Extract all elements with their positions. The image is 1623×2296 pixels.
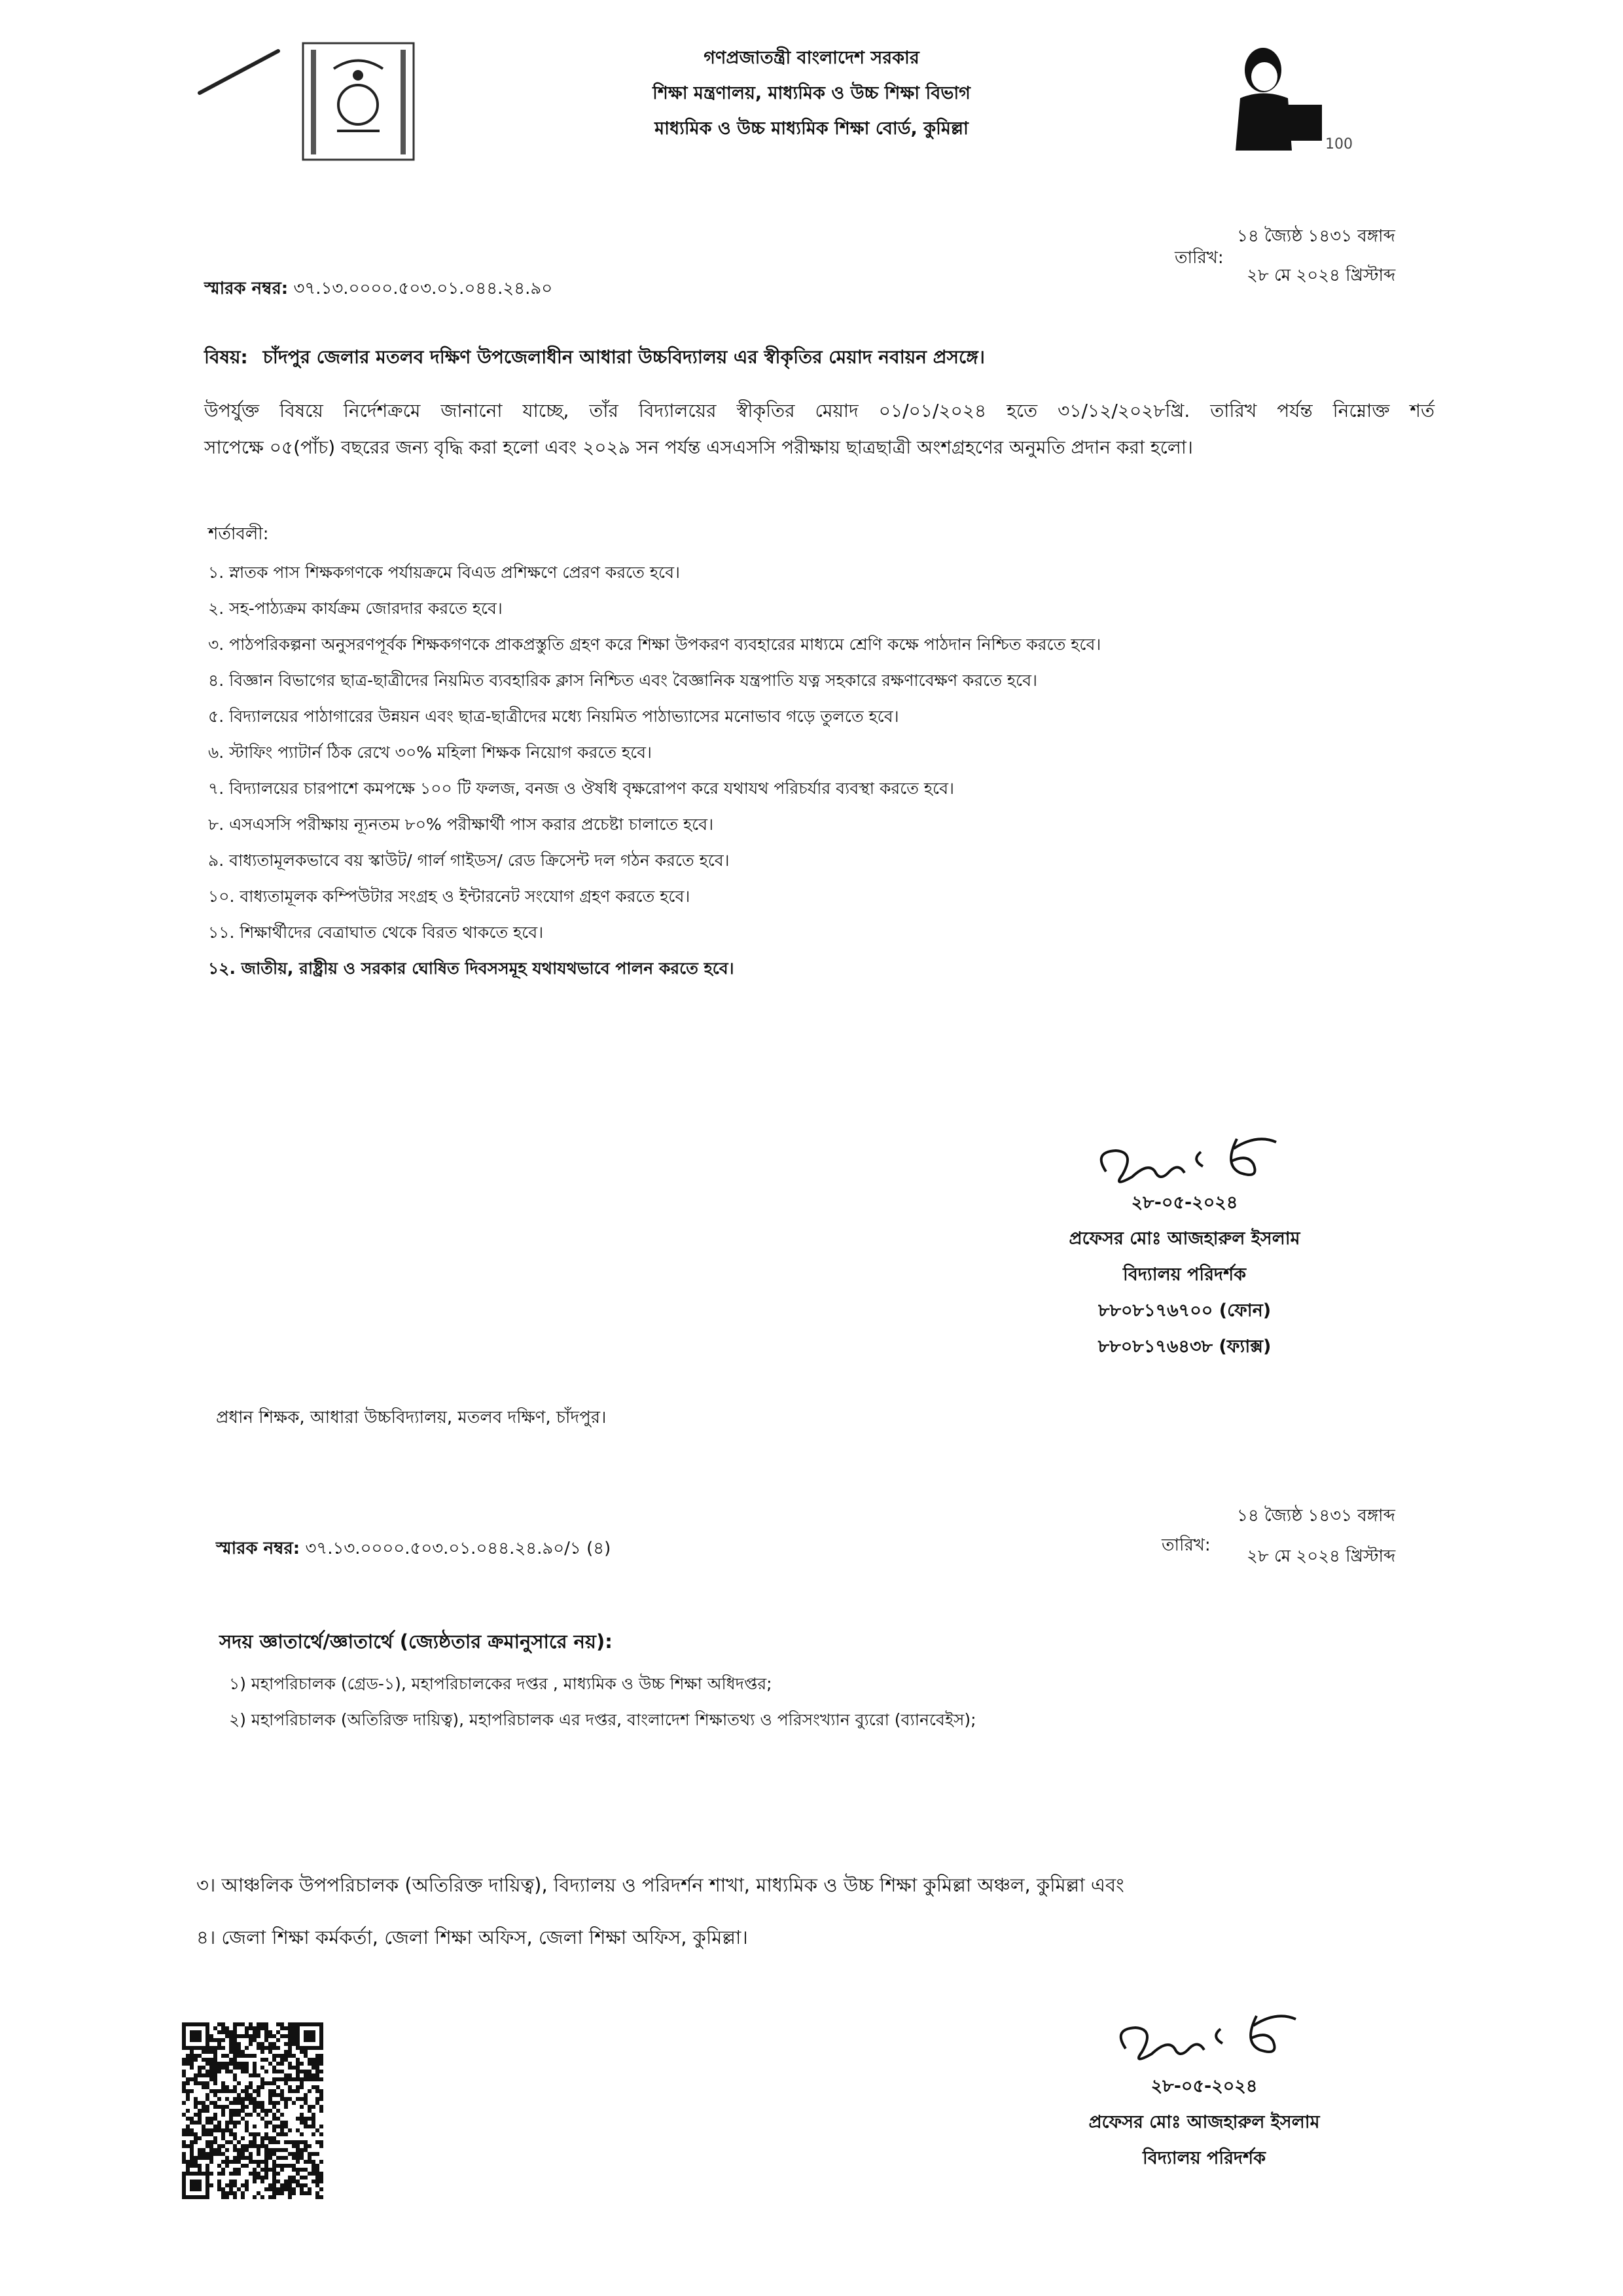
svg-text:100: 100 [1325, 136, 1353, 152]
sig1-date: ২৮-০৫-২০২৪ [1131, 1193, 1238, 1213]
qr-code-icon [182, 2022, 323, 2199]
sig2-designation: বিদ্যালয় পরিদর্শক [1143, 2148, 1266, 2168]
signature-icon [1106, 2003, 1322, 2075]
signature-block-2 [1041, 2068, 1368, 2176]
copy-item: ২) মহাপরিচালক (অতিরিক্ত দায়িত্ব), মহাপরিচালক এর দপ্তর, বাংলাদেশ শিক্ষাতথ্য ও পরিসংখ্যান ব্যুরো (ব্যানবেইস); [229, 1710, 976, 1729]
sig1-phone: ৮৮০৮১৭৬৭০০ (ফোন) [1097, 1300, 1272, 1321]
memo2-number: ৩৭.১৩.০০০০.৫০৩.০১.০৪৪.২৪.৯০/১ (৪) [305, 1539, 611, 1558]
body-paragraph [204, 393, 1435, 466]
signature-block-1 [1021, 1185, 1348, 1365]
memo2-ref [216, 1538, 611, 1560]
memo2-date-bangla: ১৪ জ্যৈষ্ঠ ১৪৩১ বঙ্গাব্দ [1237, 1506, 1395, 1526]
board-emblem-icon [298, 39, 419, 164]
memo1-date-bangla: ১৪ জ্যৈষ্ঠ ১৪৩১ বঙ্গাব্দ [1237, 226, 1395, 246]
condition-item: ১. স্নাতক পাস শিক্ষকগণকে পর্যায়ক্রমে বিএড প্রশিক্ষণে প্রেরণ করতে হবে। [208, 563, 680, 582]
memo2-date-label: তারিখ: [1162, 1535, 1211, 1555]
memo1-ref [204, 278, 552, 300]
memo1-date-english: ২৮ মে ২০২৪ খ্রিস্টাব্দ [1247, 266, 1396, 285]
header-board: মাধ্যমিক ও উচ্চ মাধ্যমিক শিক্ষা বোর্ড, কুমিল্লা [654, 118, 969, 139]
condition-item: ৮. এসএসসি পরীক্ষায় ন্যূনতম ৮০% পরীক্ষার্থী পাস করার প্রচেষ্টা চালাতে হবে। [208, 815, 714, 834]
header-govt: গণপ্রজাতন্ত্রী বাংলাদেশ সরকার [704, 48, 919, 68]
sig1-designation: বিদ্যালয় পরিদর্শক [1123, 1265, 1246, 1285]
condition-item: ৯. বাধ্যতামূলকভাবে বয় স্কাউট/ গার্ল গাইডস/ রেড ক্রিসেন্ট দল গঠন করতে হবে। [208, 851, 730, 870]
memo1-number: ৩৭.১৩.০০০০.৫০৩.০১.০৪৪.২৪.৯০ [293, 279, 553, 298]
copies-title: সদয় জ্ঞাতার্থে/জ্ঞাতার্থে (জ্যেষ্ঠতার ক্রমানুসারে নয়): [219, 1630, 613, 1653]
header-ministry: শিক্ষা মন্ত্রণালয়, মাধ্যমিক ও উচ্চ শিক্ষা বিভাগ [652, 83, 971, 103]
copy-item: ৪। জেলা শিক্ষা কর্মকর্তা, জেলা শিক্ষা অফিস, জেলা শিক্ষা অফিস, কুমিল্লা। [196, 1926, 748, 1948]
condition-item: ৬. স্টাফিং প্যাটার্ন ঠিক রেখে ৩০% মহিলা শিক্ষক নিয়োগ করতে হবে। [208, 743, 652, 762]
condition-item: ১০. বাধ্যতামূলক কম্পিউটার সংগ্রহ ও ইন্টারনেট সংযোগ গ্রহণ করতে হবে। [208, 887, 690, 906]
memo2-date-english: ২৮ মে ২০২৪ খ্রিস্টাব্দ [1247, 1547, 1396, 1566]
copy-item: ৩। আঞ্চলিক উপপরিচালক (অতিরিক্ত দায়িত্ব), বিদ্যালয় ও পরিদর্শন শাখা, মাধ্যমিক ও উচ্চ শিক্ষা কুমিল্লা অঞ্চল, কুমিল্লা এবং [196, 1874, 1124, 1896]
conditions-list [208, 554, 1101, 986]
sig2-date: ২৮-০৫-২০২৪ [1150, 2076, 1258, 2096]
condition-item: ৭. বিদ্যালয়ের চারপাশে কমপক্ষে ১০০ টি ফলজ, বনজ ও ঔষধি বৃক্ষরোপণ করে যথাযথ পরিচর্যার ব্যবস্থা করতে হবে। [208, 779, 954, 798]
condition-item: ৫. বিদ্যালয়ের পাঠাগারের উন্নয়ন এবং ছাত্র-ছাত্রীদের মধ্যে নিয়মিত পাঠাভ্যাসের মনোভাব গড়ে তুলতে হবে। [208, 707, 899, 726]
condition-item: ৩. পাঠপরিকল্পনা অনুসরণপূর্বক শিক্ষকগণকে প্রাকপ্রস্তুতি গ্রহণ করে শিক্ষা উপকরণ ব্যবহারের মাধ্যমে শ্রেণি কক্ষে পাঠদান নিশ্চিত করতে হবে। [208, 635, 1101, 654]
memo2-label: স্মারক নম্বর: [216, 1539, 300, 1558]
subject-label: বিষয়: [204, 346, 248, 368]
condition-item: ১২. জাতীয়, রাষ্ট্রীয় ও সরকার ঘোষিত দিবসসমূহ যথাযথভাবে পালন করতে হবে। [208, 959, 734, 978]
recipient: প্রধান শিক্ষক, আধারা উচ্চবিদ্যালয়, মতলব দক্ষিণ, চাঁদপুর। [216, 1408, 607, 1427]
condition-item: ২. সহ-পাঠ্যক্রম কার্যক্রম জোরদার করতে হবে। [208, 599, 503, 618]
subject-line [204, 346, 985, 369]
sig1-fax: ৮৮০৮১৭৬৪৩৮ (ফ্যাক্স) [1097, 1336, 1272, 1357]
memo1-date-label: তারিখ: [1175, 248, 1224, 268]
subject-text: চাঁদপুর জেলার মতলব দক্ষিণ উপজেলাধীন আধারা উচ্চবিদ্যালয় এর স্বীকৃতির মেয়াদ নবায়ন প্রসঙ্গে। [262, 346, 985, 368]
body-line-2: সাপেক্ষে ০৫(পাঁচ) বছরের জন্য বৃদ্ধি করা হলো এবং ২০২৯ সন পর্যন্ত এসএসসি পরীক্ষায় ছাত্রছাত্রী অংশগ্রহণের অনুমতি প্রদান করা হলো। [204, 437, 1193, 458]
body-line-1: উপর্যুক্ত বিষয়ে নির্দেশক্রমে জানানো যাচ্ছে, তাঁর বিদ্যালয়ের স্বীকৃতির মেয়াদ ০১/০১/২০২৪ হতে ৩১/১২/২০২৮খ্রি. তারিখ পর্যন্ত নিম্নোক্ত শর্ত [204, 400, 1435, 422]
sig1-name: প্রফেসর মোঃ আজহারুল ইসলাম [1069, 1229, 1300, 1249]
mujib-borsho-logo [1211, 36, 1381, 154]
sig2-name: প্রফেসর মোঃ আজহারুল ইসলাম [1088, 2112, 1320, 2132]
pen-mark-icon [196, 46, 281, 98]
condition-item: ১১. শিক্ষার্থীদের বেত্রাঘাত থেকে বিরত থাকতে হবে। [208, 923, 544, 942]
memo1-label: স্মারক নম্বর: [204, 279, 289, 298]
copy-item: ১) মহাপরিচালক (গ্রেড-১), মহাপরিচালকের দপ্তর , মাধ্যমিক ও উচ্চ শিক্ষা অধিদপ্তর; [229, 1674, 772, 1693]
conditions-title: শর্তাবলী: [208, 524, 269, 544]
condition-item: ৪. বিজ্ঞান বিভাগের ছাত্র-ছাত্রীদের নিয়মিত ব্যবহারিক ক্লাস নিশ্চিত এবং বৈজ্ঞানিক যন্ত্রপাতি যত্ন সহকারে রক্ষণাবেক্ষণ করতে হবে। [208, 671, 1037, 690]
